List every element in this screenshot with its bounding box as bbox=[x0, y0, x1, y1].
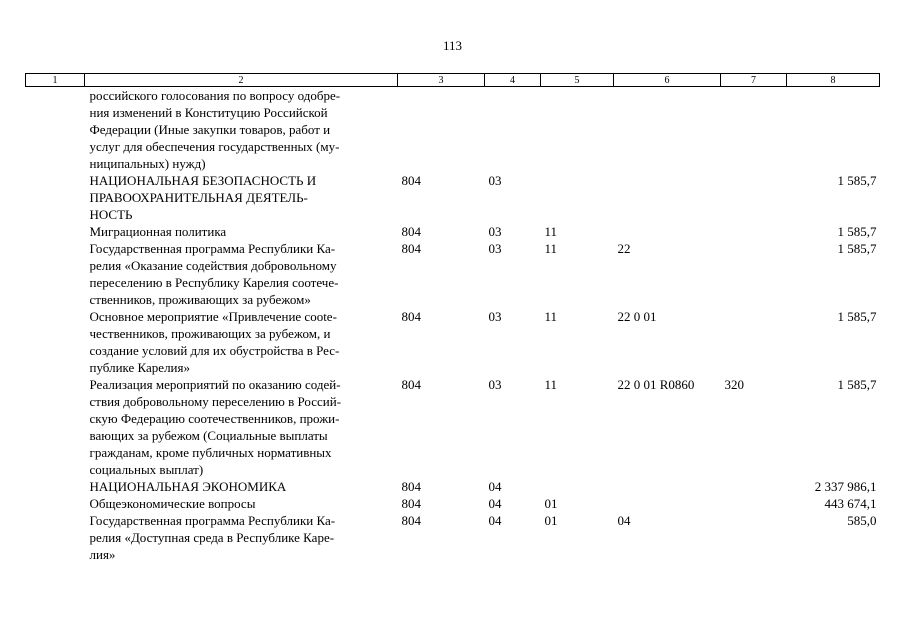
amount-cell: 1 585,7 bbox=[837, 241, 877, 256]
item-name-cell bbox=[85, 240, 398, 308]
subsection-cell bbox=[541, 172, 614, 223]
subsection-cell: 11 bbox=[544, 309, 558, 324]
column-number: 6 bbox=[614, 74, 721, 87]
row-number-cell bbox=[26, 495, 85, 512]
item-name-line: Федерации (Иные закупки товаров, работ и bbox=[89, 122, 331, 137]
target-item-cell bbox=[614, 172, 721, 223]
item-name-cell bbox=[85, 172, 398, 223]
target-item-cell: 04 bbox=[617, 513, 631, 528]
table-row bbox=[26, 512, 880, 563]
section-cell: 04 bbox=[488, 496, 502, 511]
admin-code-cell: 804 bbox=[401, 224, 421, 239]
item-name-line: ниципальных) нужд) bbox=[89, 156, 206, 171]
section-cell: 03 bbox=[488, 173, 502, 188]
amount-cell: 1 585,7 bbox=[837, 377, 877, 392]
section-cell: 04 bbox=[488, 479, 502, 494]
target-item-cell: 22 bbox=[617, 241, 631, 256]
amount-cell: 443 674,1 bbox=[824, 496, 877, 511]
section-cell: 03 bbox=[488, 309, 502, 324]
item-name-line: Общеэкономические вопросы bbox=[89, 496, 256, 511]
admin-code-cell bbox=[398, 87, 485, 173]
subsection-cell bbox=[541, 87, 614, 173]
admin-code-cell: 804 bbox=[401, 309, 421, 324]
target-item-cell bbox=[614, 478, 721, 495]
expense-type-cell bbox=[721, 512, 787, 563]
admin-code-cell: 804 bbox=[401, 496, 421, 511]
table-row bbox=[26, 376, 880, 478]
target-item-cell bbox=[614, 223, 721, 240]
item-name-line: вающих за рубежом (Социальные выплаты bbox=[89, 428, 328, 443]
item-name-line: скую Федерацию соотечественников, прожи- bbox=[89, 411, 340, 426]
admin-code-cell: 804 bbox=[401, 241, 421, 256]
item-name-line: Государственная программа Республики Ка- bbox=[89, 241, 336, 256]
item-name-line: Миграционная политика bbox=[89, 224, 227, 239]
amount-cell: 1 585,7 bbox=[837, 224, 877, 239]
page-number: 113 bbox=[442, 38, 463, 53]
target-item-cell: 22 0 01 bbox=[617, 309, 657, 324]
item-name-line: Реализация мероприятий по оказанию содей- bbox=[89, 377, 341, 392]
item-name-line: лия» bbox=[89, 547, 116, 562]
table-row bbox=[26, 223, 880, 240]
admin-code-cell: 804 bbox=[401, 479, 421, 494]
section-cell bbox=[485, 87, 541, 173]
target-item-cell: 22 0 01 R0860 bbox=[617, 377, 695, 392]
item-name-line: социальных выплат) bbox=[89, 462, 204, 477]
item-name-line: релия «Доступная среда в Республике Каре- bbox=[89, 530, 335, 545]
amount-cell bbox=[787, 87, 880, 173]
expense-type-cell bbox=[721, 172, 787, 223]
admin-code-cell: 804 bbox=[401, 377, 421, 392]
item-name-line: ния изменений в Конституцию Российской bbox=[89, 105, 328, 120]
item-name-line: публике Карелия» bbox=[89, 360, 190, 375]
table-body bbox=[26, 87, 880, 564]
row-number-cell bbox=[26, 223, 85, 240]
column-number: 8 bbox=[787, 74, 880, 87]
item-name-line: российского голосования по вопросу одобре- bbox=[89, 88, 341, 103]
table-row bbox=[26, 87, 880, 173]
row-number-cell bbox=[26, 376, 85, 478]
item-name-cell bbox=[85, 223, 398, 240]
item-name-cell bbox=[85, 376, 398, 478]
target-item-cell bbox=[614, 87, 721, 173]
amount-cell: 2 337 986,1 bbox=[814, 479, 877, 494]
item-name-line: ственников, проживающих за рубежом» bbox=[89, 292, 311, 307]
subsection-cell: 11 bbox=[544, 377, 558, 392]
item-name-line: ПРАВООХРАНИТЕЛЬНАЯ ДЕЯТЕЛЬ- bbox=[89, 190, 308, 205]
expense-type-cell bbox=[721, 240, 787, 308]
item-name-line: Государственная программа Республики Ка- bbox=[89, 513, 336, 528]
item-name-line: переселению в Республику Карелия соотече- bbox=[89, 275, 339, 290]
expense-type-cell bbox=[721, 223, 787, 240]
table-row bbox=[26, 172, 880, 223]
item-name-line: Основное мероприятие «Привлечение соote- bbox=[89, 309, 337, 324]
amount-cell: 1 585,7 bbox=[837, 173, 877, 188]
item-name-cell bbox=[85, 512, 398, 563]
amount-cell: 1 585,7 bbox=[837, 309, 877, 324]
column-number-row bbox=[26, 74, 880, 87]
expense-type-cell bbox=[721, 87, 787, 173]
item-name-cell bbox=[85, 478, 398, 495]
row-number-cell bbox=[26, 87, 85, 173]
budget-table bbox=[25, 73, 880, 563]
column-number: 7 bbox=[721, 74, 787, 87]
column-number: 2 bbox=[85, 74, 398, 87]
item-name-line: ствия добровольному переселению в Россий- bbox=[89, 394, 342, 409]
column-number: 5 bbox=[541, 74, 614, 87]
row-number-cell bbox=[26, 240, 85, 308]
table-row bbox=[26, 308, 880, 376]
subsection-cell: 11 bbox=[544, 241, 558, 256]
item-name-line: гражданам, кроме публичных нормативных bbox=[89, 445, 332, 460]
item-name-cell bbox=[85, 308, 398, 376]
expense-type-cell bbox=[721, 478, 787, 495]
subsection-cell: 11 bbox=[544, 224, 558, 239]
column-number: 3 bbox=[398, 74, 485, 87]
column-number: 1 bbox=[26, 74, 85, 87]
expense-type-cell bbox=[721, 495, 787, 512]
row-number-cell bbox=[26, 172, 85, 223]
table-row bbox=[26, 495, 880, 512]
expense-type-cell bbox=[721, 308, 787, 376]
section-cell: 03 bbox=[488, 224, 502, 239]
row-number-cell bbox=[26, 308, 85, 376]
item-name-line: чественников, проживающих за рубежом, и bbox=[89, 326, 331, 341]
target-item-cell bbox=[614, 495, 721, 512]
item-name-line: услуг для обеспечения государственных (му- bbox=[89, 139, 340, 154]
item-name-line: НАЦИОНАЛЬНАЯ БЕЗОПАСНОСТЬ И bbox=[89, 173, 317, 188]
admin-code-cell: 804 bbox=[401, 173, 421, 188]
table-row bbox=[26, 240, 880, 308]
expense-type-cell: 320 bbox=[724, 377, 744, 392]
admin-code-cell: 804 bbox=[401, 513, 421, 528]
item-name-line: релия «Оказание содействия добровольному bbox=[89, 258, 337, 273]
item-name-cell bbox=[85, 495, 398, 512]
row-number-cell bbox=[26, 478, 85, 495]
table-row bbox=[26, 478, 880, 495]
item-name-line: НАЦИОНАЛЬНАЯ ЭКОНОМИКА bbox=[89, 479, 287, 494]
subsection-cell bbox=[541, 478, 614, 495]
subsection-cell: 01 bbox=[544, 496, 558, 511]
section-cell: 03 bbox=[488, 377, 502, 392]
item-name-cell bbox=[85, 87, 398, 173]
row-number-cell bbox=[26, 512, 85, 563]
item-name-line: создание условий для их обустройства в Рес- bbox=[89, 343, 340, 358]
section-cell: 04 bbox=[488, 513, 502, 528]
subsection-cell: 01 bbox=[544, 513, 558, 528]
section-cell: 03 bbox=[488, 241, 502, 256]
amount-cell: 585,0 bbox=[847, 513, 877, 528]
column-number: 4 bbox=[485, 74, 541, 87]
item-name-line: НОСТЬ bbox=[89, 207, 133, 222]
